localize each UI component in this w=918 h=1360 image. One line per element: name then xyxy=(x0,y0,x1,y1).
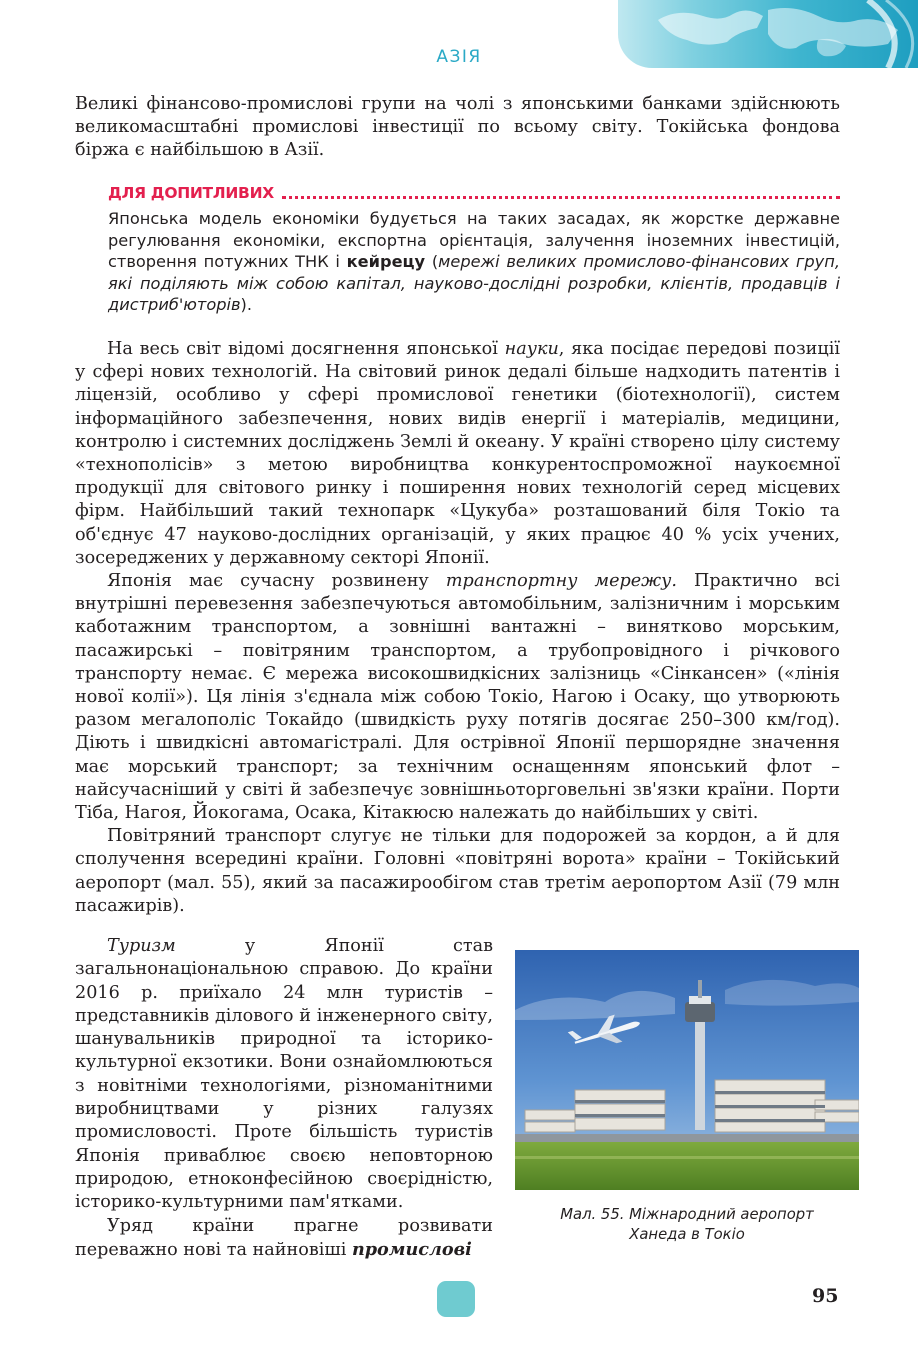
intro-text: Великі фінансово-промислові групи на чолі з японськими банками здійснюють великомасштабні промислові інвестиції по всьому світу. Токійська фондова біржа є найбільшою в Азії. xyxy=(75,94,840,161)
tourism-column xyxy=(75,935,493,1262)
tourism-paragraph: Туризм у Японії став загальнонаціональною справою. До країни 2016 р. приїхало 24 млн туристів – представників ділового й інженерного світу, шанувальників природної та історико-культурної екзотики. Вони ознайомлюються з новітніми технологіями, різноманітними виробництвами у різних галузях промисловості. Проте більшість туристів Японія приваблює своєю неповторною природою, етноконфесійною своєрідністю, історико-культурними пам'ятками. xyxy=(75,936,493,1213)
industry-paragraph: Уряд країни прагне розвивати переважно нові та найновіші промислові xyxy=(75,1215,493,1260)
sidebar-text: Японська модель економіки будується на таких засадах, як жорстке державне регулювання економіки, експортна орієнтація, залучення іноземних інвестицій, створення потужних ТНК і кейрецу (мережі великих промислово-фінансових груп, які поділяють між собою капітал, науково-дослідні розробки, клієнтів, продавців і дистриб'юторів). xyxy=(108,209,840,314)
keiretsu-term: кейрецу xyxy=(346,252,426,271)
figure-caption: Мал. 55. Міжнародний аеропорт Ханеда в Токіо xyxy=(560,1206,814,1243)
page-number: 95 xyxy=(812,1285,839,1307)
main-text xyxy=(75,338,840,918)
keiretsu-definition: мережі великих промислово-фінансових груп, які поділяють між собою капітал, науково-дослідні розробки, клієнтів, продавців і дистриб'юторів xyxy=(108,252,840,314)
science-paragraph: На весь світ відомі досягнення японської науки, яка посідає передові позиції у сфері нових технологій. На світовий ринок дедалі більше надходить патентів і ліцензій, особливо у сфері промислової генетики (біотехнології), систем інформаційного забезпечення, нових видів енергії і матеріалів, медицини, контролю і системних досліджень Землі й океану. У країні створено цілу систему «технополісів» з метою виробництва конкурентоспроможної наукоємної продукції для світового ринку і поширення нових технологій серед місцевих фірм. Найбільший такий технопарк «Цукуба» розташований біля Токіо та об'єднує 47 науково-дослідних організацій, у яких працює 40 % усіх учених, зосереджених у державному секторі Японії. xyxy=(75,339,840,568)
dotted-rule xyxy=(282,196,840,199)
sidebar-title: ДЛЯ ДОПИТЛИВИХ xyxy=(108,184,274,202)
page-tab-marker xyxy=(437,1281,475,1317)
running-head: АЗІЯ xyxy=(436,47,482,67)
sidebar-header xyxy=(108,180,840,206)
curious-sidebar xyxy=(108,180,840,316)
intro-paragraph xyxy=(75,93,840,163)
haneda-airport-image xyxy=(515,950,859,1190)
air-transport-paragraph: Повітряний транспорт слугує не тільки для подорожей за кордон, а й для сполучення всередині країни. Головні «повітряні ворота» країни – Токійський аеропорт (мал. 55), який за пасажирообігом став третім аеропортом Азії (79 млн пасажирів). xyxy=(75,826,840,916)
airport-photo xyxy=(515,950,859,1190)
transport-paragraph: Японія має сучасну розвинену транспортну мережу. Практично всі внутрішні перевезення забезпечуються автомобільним, залізничним і морським каботажним транспортом, а зовнішні вантажні – винятково морським, пасажирські – повітряним транспортом, а трубопровідного і річкового транспорту немає. Є мережа високошвидкісних залізниць «Сінкансен» («лінія нової колії»). Ця лінія з'єднала між собою Токіо, Нагою і Осаку, що утворюють разом мегалополіс Токайдо (швидкість руху потягів досягає 250–300 км/год). Діють і швидкісні автомагістралі. Для острівної Японії першорядне значення має морський транспорт; за технічним оснащенням японський флот – найсучасніший у світі й забезпечує зовнішньоторговельні зв'язки країни. Порти Тіба, Нагоя, Йокогама, Осака, Кітакюсю належать до найбільших у світі. xyxy=(75,571,841,824)
